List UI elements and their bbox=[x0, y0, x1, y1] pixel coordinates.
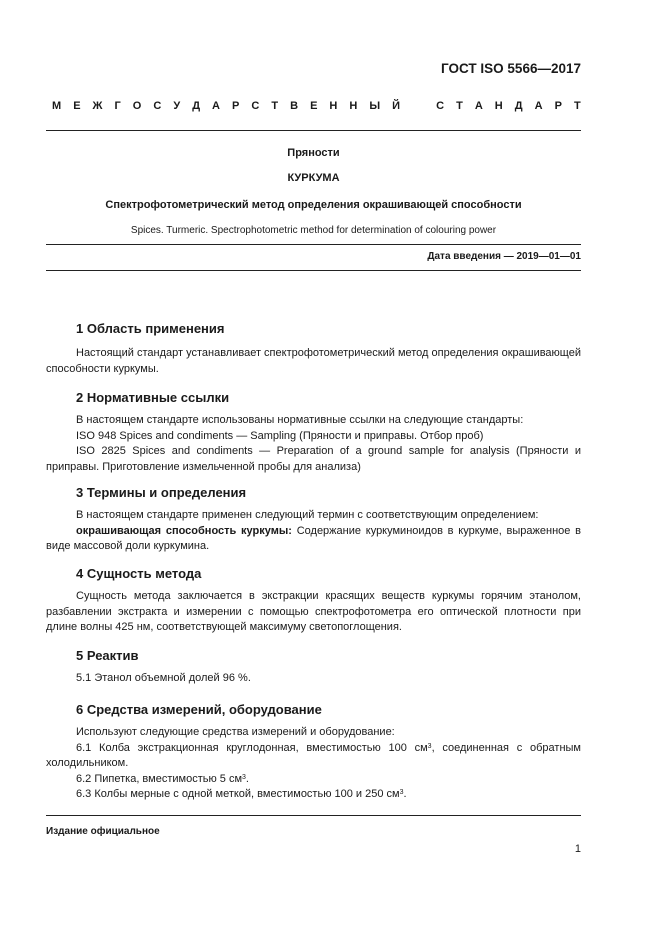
section-body-4 bbox=[46, 589, 581, 636]
item-text: 6.1 Колба экстракционная круглодонная, вместимостью 100 см bbox=[76, 741, 428, 754]
superscript: 3 bbox=[242, 773, 246, 781]
paragraph: Используют следующие средства измерений и оборудование: bbox=[76, 726, 395, 738]
banner-letter: Ж bbox=[92, 100, 103, 112]
method-title-ru: Спектрофотометрический метод определения окрашивающей способности bbox=[105, 199, 522, 211]
banner-letter: У bbox=[173, 100, 181, 112]
item-text: . bbox=[403, 788, 407, 800]
standard-number: ГОСТ ISO 5566—2017 bbox=[441, 61, 581, 76]
term: окрашивающая способность куркумы: bbox=[76, 524, 292, 537]
footer-rule bbox=[46, 815, 581, 816]
section-heading-2: 2 Нормативные ссылки bbox=[76, 390, 230, 405]
item-text: , соединенная с обратным холодильником. bbox=[46, 741, 581, 769]
banner-letter: С bbox=[436, 100, 445, 112]
equipment-item-6-2 bbox=[46, 772, 581, 788]
banner-gap bbox=[412, 100, 424, 112]
banner-letter: М bbox=[52, 100, 62, 112]
banner-letter: Р bbox=[232, 100, 240, 112]
equipment-item-6-3 bbox=[46, 787, 581, 803]
banner-letter: Т bbox=[456, 100, 463, 112]
reference-iso-2825: ISO 2825 Spices and condiments — Preparation of a ground sample for analysis (Пряности и приправы. Приготовление измельченной пробы для анализа) bbox=[46, 445, 581, 473]
section-body-2 bbox=[46, 413, 581, 475]
banner-letter: Н bbox=[329, 100, 338, 112]
banner-letter: С bbox=[153, 100, 162, 112]
page-number: 1 bbox=[574, 843, 581, 855]
banner-letter: Н bbox=[349, 100, 358, 112]
paragraph: В настоящем стандарте использованы нормативные ссылки на следующие стандарты: bbox=[76, 414, 524, 426]
section-body-3 bbox=[46, 508, 581, 555]
banner-letter: Г bbox=[114, 100, 121, 112]
section-body-1 bbox=[46, 346, 581, 377]
header-rule bbox=[46, 130, 581, 131]
section-body-5 bbox=[46, 671, 581, 687]
section-heading-5: 5 Реактив bbox=[76, 648, 139, 663]
banner-letter: Н bbox=[494, 100, 503, 112]
banner-letter: Р bbox=[554, 100, 562, 112]
section-heading-1: 1 Область применения bbox=[76, 321, 225, 336]
item-text: 6.2 Пипетка, вместимостью 5 см bbox=[76, 772, 243, 785]
section-heading-3: 3 Термины и определения bbox=[76, 485, 247, 500]
banner-letter: С bbox=[251, 100, 260, 112]
section-heading-4: 4 Сущность метода bbox=[76, 566, 202, 581]
section-body-6 bbox=[46, 725, 581, 803]
superscript: 3 bbox=[427, 742, 432, 750]
banner-letter: Т bbox=[573, 100, 581, 112]
item-text: . bbox=[245, 772, 249, 785]
banner-letter: О bbox=[132, 100, 142, 112]
banner-letter: Е bbox=[73, 100, 81, 112]
edition-note: Издание официальное bbox=[46, 826, 160, 837]
superscript: 3 bbox=[399, 789, 404, 796]
product-title: КУРКУМА bbox=[287, 172, 340, 184]
product-group: Пряности bbox=[287, 147, 340, 159]
paragraph: 5.1 Этанол объемной долей 96 %. bbox=[76, 672, 251, 684]
banner-letter: Д bbox=[514, 100, 523, 112]
banner-letter: Е bbox=[310, 100, 318, 112]
term-definition bbox=[46, 524, 581, 555]
standard-type-banner bbox=[52, 100, 581, 112]
date-rule bbox=[46, 270, 581, 271]
banner-letter: А bbox=[474, 100, 483, 112]
equipment-item-6-1 bbox=[46, 741, 581, 772]
banner-letter: Т bbox=[271, 100, 279, 112]
paragraph: В настоящем стандарте применен следующий термин с соответствующим определением: bbox=[76, 509, 539, 521]
method-title-en: Spices. Turmeric. Spectrophotometric method for determination of colouring power bbox=[130, 225, 497, 236]
item-text: 6.3 Колбы мерные с одной меткой, вместимостью 100 и 250 см bbox=[76, 788, 400, 800]
banner-letter: В bbox=[290, 100, 299, 112]
section-heading-6: 6 Средства измерений, оборудование bbox=[76, 702, 322, 717]
reference-iso-948: ISO 948 Spices and condiments — Sampling (Пряности и приправы. Отбор проб) bbox=[76, 429, 484, 442]
introduction-date: Дата введения — 2019—01—01 bbox=[427, 251, 581, 262]
definition: Содержание куркуминоидов в куркуме, выраженное в виде массовой доли куркумина. bbox=[46, 524, 581, 552]
title-rule bbox=[46, 244, 581, 245]
banner-letter: Й bbox=[392, 100, 401, 112]
paragraph: Настоящий стандарт устанавливает спектрофотометрический метод определения окрашивающей способности куркумы. bbox=[46, 347, 581, 375]
banner-letter: Д bbox=[192, 100, 201, 112]
banner-letter: Ы bbox=[369, 100, 381, 112]
banner-letter: А bbox=[534, 100, 543, 112]
banner-letter: А bbox=[212, 100, 220, 112]
paragraph: Сущность метода заключается в экстракции красящих веществ куркумы горячим этанолом, разбавлении экстракта и измерении с помощью спектрофотометра его оптической плотности при длине волны 425 нм, соответствующей максимуму светопоглощения. bbox=[46, 590, 581, 633]
